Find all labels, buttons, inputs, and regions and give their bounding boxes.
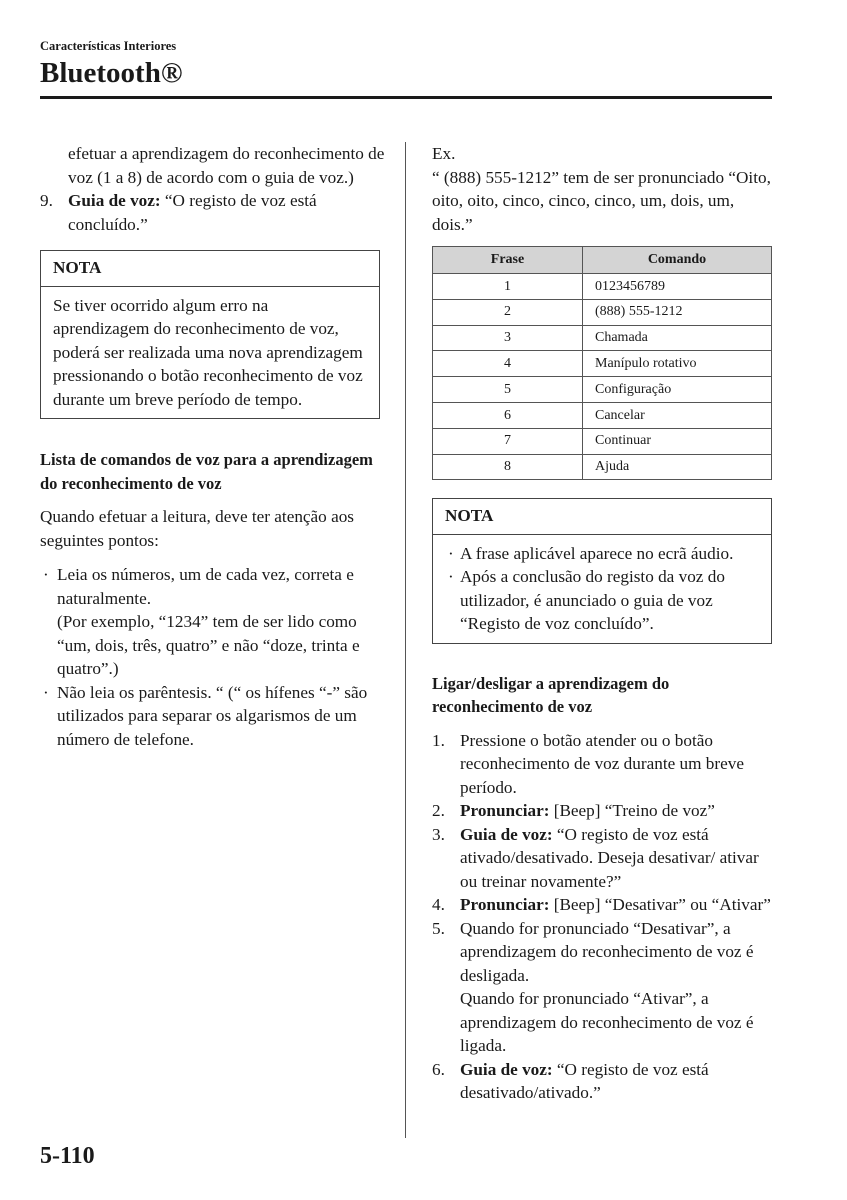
bullet-text: Não leia os parêntesis. “ (“ os hífenes “-” são utilizados para separar os algarismos de um número de telefone.: [57, 682, 368, 749]
note-title: NOTA: [433, 499, 771, 535]
step-9: [40, 189, 385, 236]
table-cell: 4: [433, 351, 583, 377]
bullet-dot: ·: [43, 565, 49, 584]
step-text: “O registo de voz está desativado/ativado.”: [460, 1059, 709, 1103]
table-cell: Ajuda: [583, 454, 772, 480]
step-label: Guia de voz:: [460, 1059, 553, 1079]
right-column: [432, 142, 777, 1105]
step-label: Pronunciar:: [460, 895, 550, 915]
note-title: NOTA: [41, 251, 379, 287]
table-row: [433, 325, 772, 351]
table-row: [433, 454, 772, 480]
step-subtext: Quando for pronunciado “Ativar”, a aprendizagem do reconhecimento de voz é ligada.: [460, 989, 754, 1056]
section-heading: Lista de comandos de voz para a aprendizagem do reconhecimento de voz: [40, 450, 373, 493]
table-cell: 1: [433, 274, 583, 300]
bullet-item: [40, 563, 385, 681]
page-title: Bluetooth®: [40, 57, 183, 89]
step-4: [432, 893, 777, 917]
table-row: [433, 299, 772, 325]
table-cell: Manípulo rotativo: [583, 351, 772, 377]
table-row: [433, 351, 772, 377]
table-cell: Configuração: [583, 377, 772, 403]
table-cell: 7: [433, 428, 583, 454]
example-text: “ (888) 555-1212” tem de ser pronunciado “Oito, oito, oito, cinco, cinco, cinco, um, dois, um, dois.”: [432, 167, 771, 234]
table-row: [433, 274, 772, 300]
step-number: 2.: [432, 801, 445, 821]
step-number: 3.: [432, 824, 445, 844]
step-label: Guia de voz:: [68, 191, 161, 210]
bullet-dot: ·: [43, 682, 49, 702]
table-cell: 5: [433, 377, 583, 403]
left-column: [40, 142, 385, 751]
table-cell: 6: [433, 402, 583, 428]
step-text: “O registo de voz está concluído.”: [68, 191, 317, 234]
step-3: [432, 823, 777, 894]
section-heading: Ligar/desligar a aprendizagem do reconhecimento de voz: [432, 673, 670, 717]
column-divider: [405, 142, 406, 1138]
step-label: Pronunciar:: [460, 801, 550, 821]
note-bullet: [445, 542, 759, 566]
bullet-text: Leia os números, um de cada vez, correta e naturalmente.: [57, 565, 354, 608]
continued-step-text: efetuar a aprendizagem do reconhecimento de voz (1 a 8) de acordo com o guia de voz.): [68, 144, 385, 187]
table-cell: (888) 555-1212: [583, 299, 772, 325]
page-number: 5-110: [40, 1143, 95, 1169]
bullet-item: [40, 681, 385, 752]
numbered-steps: [432, 729, 777, 1105]
table-row: [433, 402, 772, 428]
note-box: [40, 250, 380, 419]
column-header: Frase: [433, 247, 583, 274]
note-bullet-text: Após a conclusão do registo da voz do utilizador, é anunciado o guia de voz “Registo de voz concluído”.: [460, 567, 725, 634]
voice-command-table: [432, 246, 772, 480]
step-2: [432, 799, 777, 823]
step-number: 5.: [432, 918, 445, 938]
note-bullet: [445, 565, 759, 636]
intro-paragraph: Quando efetuar a leitura, deve ter atenção aos seguintes pontos:: [40, 507, 354, 550]
note-body: [433, 535, 771, 643]
step-1: [432, 729, 777, 800]
header-rule: [40, 96, 772, 99]
note-text: Se tiver ocorrido algum erro na aprendizagem do reconhecimento de voz, poderá ser realizada uma nova aprendizagem pressionando o botão reconhecimento de voz durante um breve período de tempo.: [53, 295, 363, 409]
bullet-dot: ·: [448, 543, 454, 563]
bullet-subtext: (Por exemplo, “1234” tem de ser lido como “um, dois, três, quatro” e não “doze, trinta e quatro”.): [57, 612, 360, 678]
table-cell: 0123456789: [583, 274, 772, 300]
table-cell: Cancelar: [583, 402, 772, 428]
note-bullet-text: A frase aplicável aparece no ecrã áudio.: [460, 543, 734, 563]
table-cell: 2: [433, 299, 583, 325]
step-text: Quando for pronunciado “Desativar”, a aprendizagem do reconhecimento de voz é desligada.: [460, 918, 754, 985]
section-label: Características Interiores: [40, 39, 177, 53]
step-text: [Beep] “Desativar” ou “Ativar”: [549, 895, 771, 915]
table-cell: Continuar: [583, 428, 772, 454]
table-row: [433, 428, 772, 454]
step-number: 9.: [40, 191, 53, 210]
step-5: [432, 917, 777, 1058]
step-text: “O registo de voz está ativado/desativado. Deseja desativar/ ativar ou treinar novamente?”: [460, 824, 759, 891]
step-text: Pressione o botão atender ou o botão reconhecimento de voz durante um breve período.: [460, 730, 744, 797]
table-cell: 8: [433, 454, 583, 480]
table-row: [433, 377, 772, 403]
step-number: 4.: [432, 895, 445, 915]
step-label: Guia de voz:: [460, 824, 553, 844]
bullet-list: [40, 563, 385, 751]
example-label: Ex.: [432, 144, 456, 163]
step-number: 6.: [432, 1059, 445, 1079]
note-box: [432, 498, 772, 644]
column-header: Comando: [583, 247, 772, 274]
step-text: [Beep] “Treino de voz”: [549, 801, 715, 821]
table-cell: 3: [433, 325, 583, 351]
bullet-dot: ·: [448, 567, 454, 587]
table-header-row: [433, 247, 772, 274]
step-number: 1.: [432, 730, 445, 750]
table-cell: Chamada: [583, 325, 772, 351]
step-6: [432, 1058, 777, 1105]
